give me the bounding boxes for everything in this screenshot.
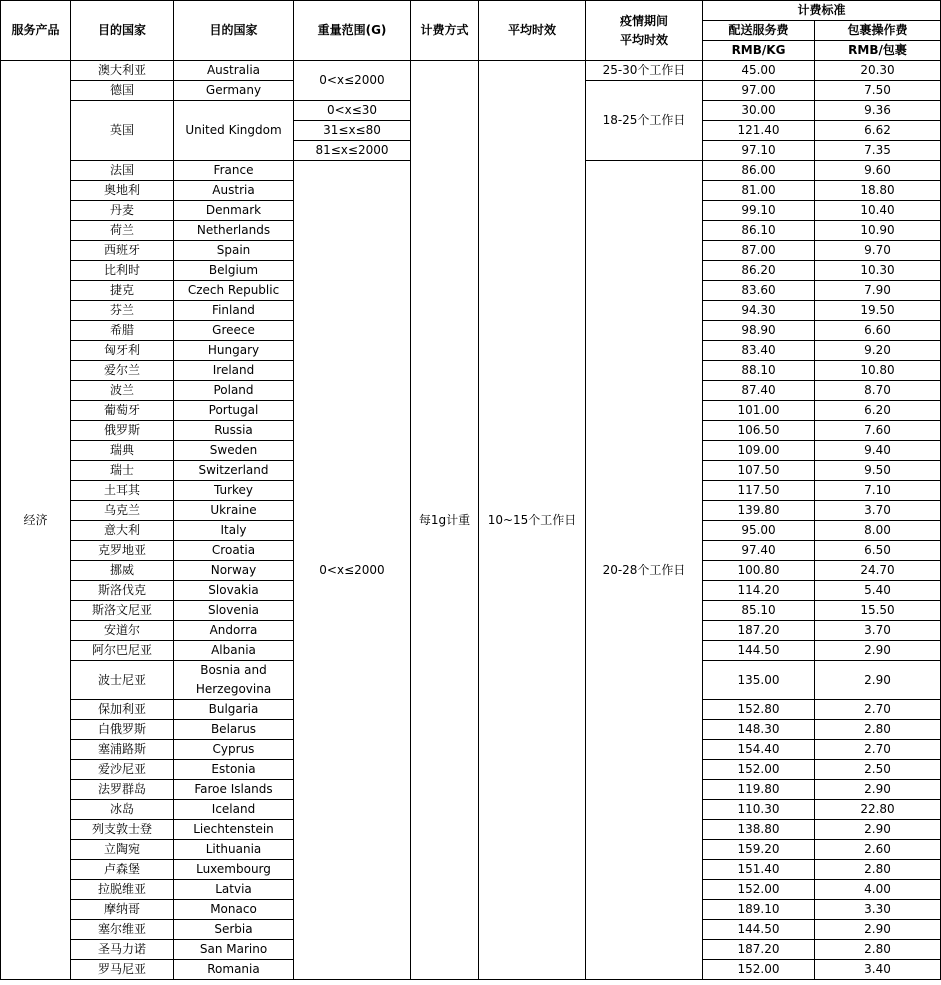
header-packing-fee: 包裹操作费 xyxy=(815,21,941,41)
country-cn: 希腊 xyxy=(71,321,174,341)
packing-fee: 3.70 xyxy=(815,501,941,521)
packing-fee: 10.80 xyxy=(815,361,941,381)
country-en: Estonia xyxy=(174,760,294,780)
country-en: Slovakia xyxy=(174,581,294,601)
packing-fee: 7.50 xyxy=(815,81,941,101)
packing-fee: 2.50 xyxy=(815,760,941,780)
country-cn: 荷兰 xyxy=(71,221,174,241)
country-en: Liechtenstein xyxy=(174,820,294,840)
delivery-fee: 97.10 xyxy=(703,141,815,161)
country-cn: 爱沙尼亚 xyxy=(71,760,174,780)
delivery-fee: 83.60 xyxy=(703,281,815,301)
country-en: Netherlands xyxy=(174,221,294,241)
service-product-cell: 经济 xyxy=(1,61,71,980)
delivery-fee: 87.40 xyxy=(703,381,815,401)
country-en: Luxembourg xyxy=(174,860,294,880)
country-en: Bosnia and Herzegovina xyxy=(174,661,294,700)
country-cn: 塞尔维亚 xyxy=(71,920,174,940)
delivery-fee: 88.10 xyxy=(703,361,815,381)
country-en: San Marino xyxy=(174,940,294,960)
packing-fee: 18.80 xyxy=(815,181,941,201)
country-cn: 爱尔兰 xyxy=(71,361,174,381)
country-cn: 匈牙利 xyxy=(71,341,174,361)
weight-range-cell: 31≤x≤80 xyxy=(294,121,411,141)
packing-fee: 7.35 xyxy=(815,141,941,161)
delivery-fee: 187.20 xyxy=(703,621,815,641)
country-en: Albania xyxy=(174,641,294,661)
weight-range-cell: 0<x≤30 xyxy=(294,101,411,121)
country-en: Ukraine xyxy=(174,501,294,521)
country-cn: 丹麦 xyxy=(71,201,174,221)
country-en: Latvia xyxy=(174,880,294,900)
country-en: Iceland xyxy=(174,800,294,820)
delivery-fee: 189.10 xyxy=(703,900,815,920)
country-cn: 瑞士 xyxy=(71,461,174,481)
country-cn: 冰岛 xyxy=(71,800,174,820)
country-cn: 挪威 xyxy=(71,561,174,581)
delivery-fee: 152.00 xyxy=(703,960,815,980)
packing-fee: 9.70 xyxy=(815,241,941,261)
country-cn: 波兰 xyxy=(71,381,174,401)
country-cn: 圣马力诺 xyxy=(71,940,174,960)
delivery-fee: 110.30 xyxy=(703,800,815,820)
country-cn: 德国 xyxy=(71,81,174,101)
packing-fee: 10.40 xyxy=(815,201,941,221)
weight-range-cell: 0<x≤2000 xyxy=(294,61,411,101)
packing-fee: 3.70 xyxy=(815,621,941,641)
country-en: Belgium xyxy=(174,261,294,281)
country-en: Austria xyxy=(174,181,294,201)
average-time-cell: 10~15个工作日 xyxy=(479,61,586,980)
delivery-fee: 152.00 xyxy=(703,880,815,900)
country-cn: 比利时 xyxy=(71,261,174,281)
country-en: Ireland xyxy=(174,361,294,381)
country-en: Monaco xyxy=(174,900,294,920)
country-en: Faroe Islands xyxy=(174,780,294,800)
header-billing-standard: 计费标准 xyxy=(703,1,941,21)
header-average-time: 平均时效 xyxy=(479,1,586,61)
packing-fee: 10.30 xyxy=(815,261,941,281)
country-en: Greece xyxy=(174,321,294,341)
country-en: Romania xyxy=(174,960,294,980)
country-en: Czech Republic xyxy=(174,281,294,301)
packing-fee: 7.10 xyxy=(815,481,941,501)
packing-fee: 2.90 xyxy=(815,920,941,940)
packing-fee: 6.60 xyxy=(815,321,941,341)
header-billing-method: 计费方式 xyxy=(411,1,479,61)
delivery-fee: 107.50 xyxy=(703,461,815,481)
country-cn: 法罗群岛 xyxy=(71,780,174,800)
packing-fee: 8.70 xyxy=(815,381,941,401)
country-cn: 立陶宛 xyxy=(71,840,174,860)
delivery-fee: 152.00 xyxy=(703,760,815,780)
delivery-fee: 87.00 xyxy=(703,241,815,261)
country-en: Russia xyxy=(174,421,294,441)
country-en: Lithuania xyxy=(174,840,294,860)
packing-fee: 2.70 xyxy=(815,740,941,760)
country-cn: 克罗地亚 xyxy=(71,541,174,561)
country-en: Italy xyxy=(174,521,294,541)
country-en: Sweden xyxy=(174,441,294,461)
delivery-fee: 94.30 xyxy=(703,301,815,321)
delivery-fee: 187.20 xyxy=(703,940,815,960)
country-cn: 意大利 xyxy=(71,521,174,541)
header-epidemic-time xyxy=(586,1,703,61)
country-en: Australia xyxy=(174,61,294,81)
packing-fee: 4.00 xyxy=(815,880,941,900)
packing-fee: 2.90 xyxy=(815,780,941,800)
country-en: Denmark xyxy=(174,201,294,221)
country-en: Norway xyxy=(174,561,294,581)
country-cn: 罗马尼亚 xyxy=(71,960,174,980)
country-en: Portugal xyxy=(174,401,294,421)
country-en: France xyxy=(174,161,294,181)
delivery-fee: 159.20 xyxy=(703,840,815,860)
country-cn: 土耳其 xyxy=(71,481,174,501)
country-cn: 斯洛文尼亚 xyxy=(71,601,174,621)
header-delivery-fee: 配送服务费 xyxy=(703,21,815,41)
delivery-fee: 81.00 xyxy=(703,181,815,201)
packing-fee: 2.90 xyxy=(815,820,941,840)
header-service-product: 服务产品 xyxy=(1,1,71,61)
country-en: Cyprus xyxy=(174,740,294,760)
packing-fee: 2.60 xyxy=(815,840,941,860)
packing-fee: 9.40 xyxy=(815,441,941,461)
delivery-fee: 99.10 xyxy=(703,201,815,221)
country-en: Croatia xyxy=(174,541,294,561)
epidemic-time-cell: 25-30个工作日 xyxy=(586,61,703,81)
packing-fee: 2.70 xyxy=(815,700,941,720)
header-destination-cn: 目的国家 xyxy=(71,1,174,61)
delivery-fee: 45.00 xyxy=(703,61,815,81)
packing-fee: 6.50 xyxy=(815,541,941,561)
country-en: Serbia xyxy=(174,920,294,940)
country-cn: 波士尼亚 xyxy=(71,661,174,700)
billing-method-cell: 每1g计重 xyxy=(411,61,479,980)
delivery-fee: 144.50 xyxy=(703,641,815,661)
country-en: Germany xyxy=(174,81,294,101)
country-cn: 英国 xyxy=(71,101,174,161)
country-cn: 奥地利 xyxy=(71,181,174,201)
delivery-fee: 101.00 xyxy=(703,401,815,421)
country-cn: 芬兰 xyxy=(71,301,174,321)
country-cn: 俄罗斯 xyxy=(71,421,174,441)
header-destination-en: 目的国家 xyxy=(174,1,294,61)
delivery-fee: 98.90 xyxy=(703,321,815,341)
delivery-fee: 154.40 xyxy=(703,740,815,760)
packing-fee: 10.90 xyxy=(815,221,941,241)
delivery-fee: 30.00 xyxy=(703,101,815,121)
packing-fee: 9.60 xyxy=(815,161,941,181)
packing-fee: 2.80 xyxy=(815,720,941,740)
header-epidemic-time-line1: 疫情期间 xyxy=(619,13,668,28)
weight-range-cell: 0<x≤2000 xyxy=(294,161,411,980)
country-cn: 安道尔 xyxy=(71,621,174,641)
header-epidemic-time-line2: 平均时效 xyxy=(619,32,668,47)
packing-fee: 9.20 xyxy=(815,341,941,361)
packing-fee: 19.50 xyxy=(815,301,941,321)
country-cn: 葡萄牙 xyxy=(71,401,174,421)
packing-fee: 15.50 xyxy=(815,601,941,621)
delivery-fee: 95.00 xyxy=(703,521,815,541)
delivery-fee: 144.50 xyxy=(703,920,815,940)
delivery-fee: 135.00 xyxy=(703,661,815,700)
delivery-fee: 119.80 xyxy=(703,780,815,800)
packing-fee: 20.30 xyxy=(815,61,941,81)
packing-fee: 8.00 xyxy=(815,521,941,541)
delivery-fee: 97.40 xyxy=(703,541,815,561)
packing-fee: 6.62 xyxy=(815,121,941,141)
epidemic-time-cell: 18-25个工作日 xyxy=(586,81,703,161)
country-cn: 拉脱维亚 xyxy=(71,880,174,900)
country-cn: 法国 xyxy=(71,161,174,181)
delivery-fee: 109.00 xyxy=(703,441,815,461)
country-en: United Kingdom xyxy=(174,101,294,161)
country-cn: 白俄罗斯 xyxy=(71,720,174,740)
packing-fee: 9.50 xyxy=(815,461,941,481)
delivery-fee: 148.30 xyxy=(703,720,815,740)
delivery-fee: 85.10 xyxy=(703,601,815,621)
country-en: Spain xyxy=(174,241,294,261)
country-en: Bulgaria xyxy=(174,700,294,720)
delivery-fee: 139.80 xyxy=(703,501,815,521)
packing-fee: 2.80 xyxy=(815,940,941,960)
packing-fee: 3.30 xyxy=(815,900,941,920)
country-en: Andorra xyxy=(174,621,294,641)
delivery-fee: 97.00 xyxy=(703,81,815,101)
country-cn: 阿尔巴尼亚 xyxy=(71,641,174,661)
packing-fee: 2.90 xyxy=(815,661,941,700)
packing-fee: 22.80 xyxy=(815,800,941,820)
header-weight-range: 重量范围(G) xyxy=(294,1,411,61)
packing-fee: 2.90 xyxy=(815,641,941,661)
country-en: Switzerland xyxy=(174,461,294,481)
delivery-fee: 114.20 xyxy=(703,581,815,601)
country-cn: 乌克兰 xyxy=(71,501,174,521)
header-packing-fee-unit: RMB/包裹 xyxy=(815,41,941,61)
country-cn: 摩纳哥 xyxy=(71,900,174,920)
country-cn: 斯洛伐克 xyxy=(71,581,174,601)
country-cn: 保加利亚 xyxy=(71,700,174,720)
epidemic-time-cell: 20-28个工作日 xyxy=(586,161,703,980)
country-en: Belarus xyxy=(174,720,294,740)
packing-fee: 5.40 xyxy=(815,581,941,601)
delivery-fee: 86.20 xyxy=(703,261,815,281)
delivery-fee: 86.10 xyxy=(703,221,815,241)
delivery-fee: 152.80 xyxy=(703,700,815,720)
packing-fee: 7.90 xyxy=(815,281,941,301)
packing-fee: 6.20 xyxy=(815,401,941,421)
delivery-fee: 86.00 xyxy=(703,161,815,181)
delivery-fee: 83.40 xyxy=(703,341,815,361)
country-en: Turkey xyxy=(174,481,294,501)
delivery-fee: 117.50 xyxy=(703,481,815,501)
country-cn: 澳大利亚 xyxy=(71,61,174,81)
country-cn: 西班牙 xyxy=(71,241,174,261)
delivery-fee: 100.80 xyxy=(703,561,815,581)
country-cn: 卢森堡 xyxy=(71,860,174,880)
country-en: Slovenia xyxy=(174,601,294,621)
header-delivery-fee-unit: RMB/KG xyxy=(703,41,815,61)
delivery-fee: 121.40 xyxy=(703,121,815,141)
packing-fee: 9.36 xyxy=(815,101,941,121)
country-cn: 塞浦路斯 xyxy=(71,740,174,760)
packing-fee: 24.70 xyxy=(815,561,941,581)
packing-fee: 3.40 xyxy=(815,960,941,980)
packing-fee: 2.80 xyxy=(815,860,941,880)
packing-fee: 7.60 xyxy=(815,421,941,441)
country-en: Finland xyxy=(174,301,294,321)
delivery-fee: 151.40 xyxy=(703,860,815,880)
country-cn: 瑞典 xyxy=(71,441,174,461)
country-en: Poland xyxy=(174,381,294,401)
country-cn: 列支敦士登 xyxy=(71,820,174,840)
delivery-fee: 106.50 xyxy=(703,421,815,441)
country-en: Hungary xyxy=(174,341,294,361)
weight-range-cell: 81≤x≤2000 xyxy=(294,141,411,161)
country-cn: 捷克 xyxy=(71,281,174,301)
delivery-fee: 138.80 xyxy=(703,820,815,840)
